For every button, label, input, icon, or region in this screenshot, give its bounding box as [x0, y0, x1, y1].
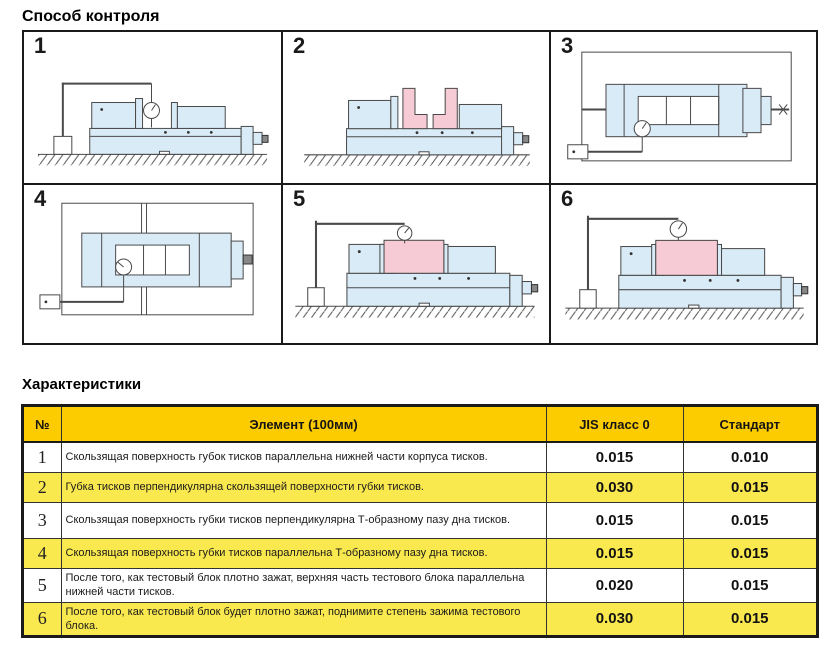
table-row — [23, 442, 817, 472]
row-standard-value: 0.015 — [683, 602, 817, 636]
row-number: 3 — [23, 502, 61, 538]
row-standard-value: 0.010 — [683, 442, 817, 472]
row-standard-value: 0.015 — [683, 538, 817, 568]
method-panel-1 — [24, 32, 283, 185]
vise-test-block-illustration — [283, 185, 549, 343]
method-panel-6 — [551, 185, 816, 343]
ground-hatch — [38, 154, 267, 165]
row-jis-value: 0.020 — [546, 568, 683, 602]
row-element: Скользящая поверхность губки тисков перпендикулярна Т-образному пазу дна тисков. — [61, 502, 546, 538]
method-panel-4 — [24, 185, 283, 343]
characteristics-section-title: Характеристики — [22, 376, 142, 393]
header-jis-class-0: JIS класс 0 — [546, 406, 683, 442]
row-jis-value: 0.015 — [546, 442, 683, 472]
row-number: 5 — [23, 568, 61, 602]
table-header-row — [23, 406, 817, 442]
table-row — [23, 472, 817, 502]
panel-number: 4 — [34, 186, 47, 211]
ground-hatch — [565, 308, 803, 319]
row-element: Губка тисков перпендикулярна скользящей поверхности губки тисков. — [61, 472, 546, 502]
row-jis-value: 0.030 — [546, 602, 683, 636]
row-jis-value: 0.015 — [546, 538, 683, 568]
row-standard-value: 0.015 — [683, 502, 817, 538]
row-number: 4 — [23, 538, 61, 568]
row-standard-value: 0.015 — [683, 568, 817, 602]
vise-body — [582, 52, 791, 161]
row-number: 2 — [23, 472, 61, 502]
methods-section-title: Способ контроля — [22, 8, 160, 25]
inspection-methods-grid — [22, 30, 818, 345]
vise-side-view-indicator-illustration — [24, 32, 281, 183]
vise-test-block-raised-illustration — [551, 185, 816, 343]
table-row — [23, 568, 817, 602]
table-row — [23, 538, 817, 568]
row-jis-value: 0.030 — [546, 472, 683, 502]
vise-body — [90, 99, 268, 155]
row-standard-value: 0.015 — [683, 472, 817, 502]
vise-top-view-illustration — [551, 32, 816, 183]
row-element: После того, как тестовый блок будет плотно зажат, поднимите степень зажима тестового блока. — [61, 602, 546, 636]
panel-number: 2 — [293, 33, 306, 58]
panel-number: 5 — [293, 186, 306, 211]
row-number: 6 — [23, 602, 61, 636]
ground-hatch — [304, 155, 529, 166]
row-number: 1 — [23, 442, 61, 472]
header-standard: Стандарт — [683, 406, 817, 442]
panel-number: 3 — [561, 33, 574, 58]
square-test-blocks — [403, 88, 457, 128]
row-element: После того, как тестовый блок плотно зажат, верхняя часть тестового блока параллельна нижней части тисков. — [61, 568, 546, 602]
row-element: Скользящая поверхность губок тисков параллельна нижней части корпуса тисков. — [61, 442, 546, 472]
table-row — [23, 602, 817, 636]
header-num: № — [23, 406, 61, 442]
test-block — [652, 240, 722, 275]
table-row — [23, 502, 817, 538]
vise-side-view-squares-illustration — [283, 32, 549, 183]
ground-hatch — [295, 306, 534, 317]
row-jis-value: 0.015 — [546, 502, 683, 538]
row-element: Скользящая поверхность губки тисков параллельна Т-образному пазу дна тисков. — [61, 538, 546, 568]
panel-number: 6 — [561, 186, 574, 211]
vise-body — [62, 203, 253, 315]
method-panel-5 — [283, 185, 551, 343]
method-panel-3 — [551, 32, 816, 185]
method-panel-2 — [283, 32, 551, 185]
characteristics-table — [22, 405, 818, 637]
test-block — [380, 240, 448, 273]
panel-number: 1 — [34, 33, 47, 58]
vise-top-view-t-slot-illustration — [24, 185, 281, 343]
header-element: Элемент (100мм) — [61, 406, 546, 442]
